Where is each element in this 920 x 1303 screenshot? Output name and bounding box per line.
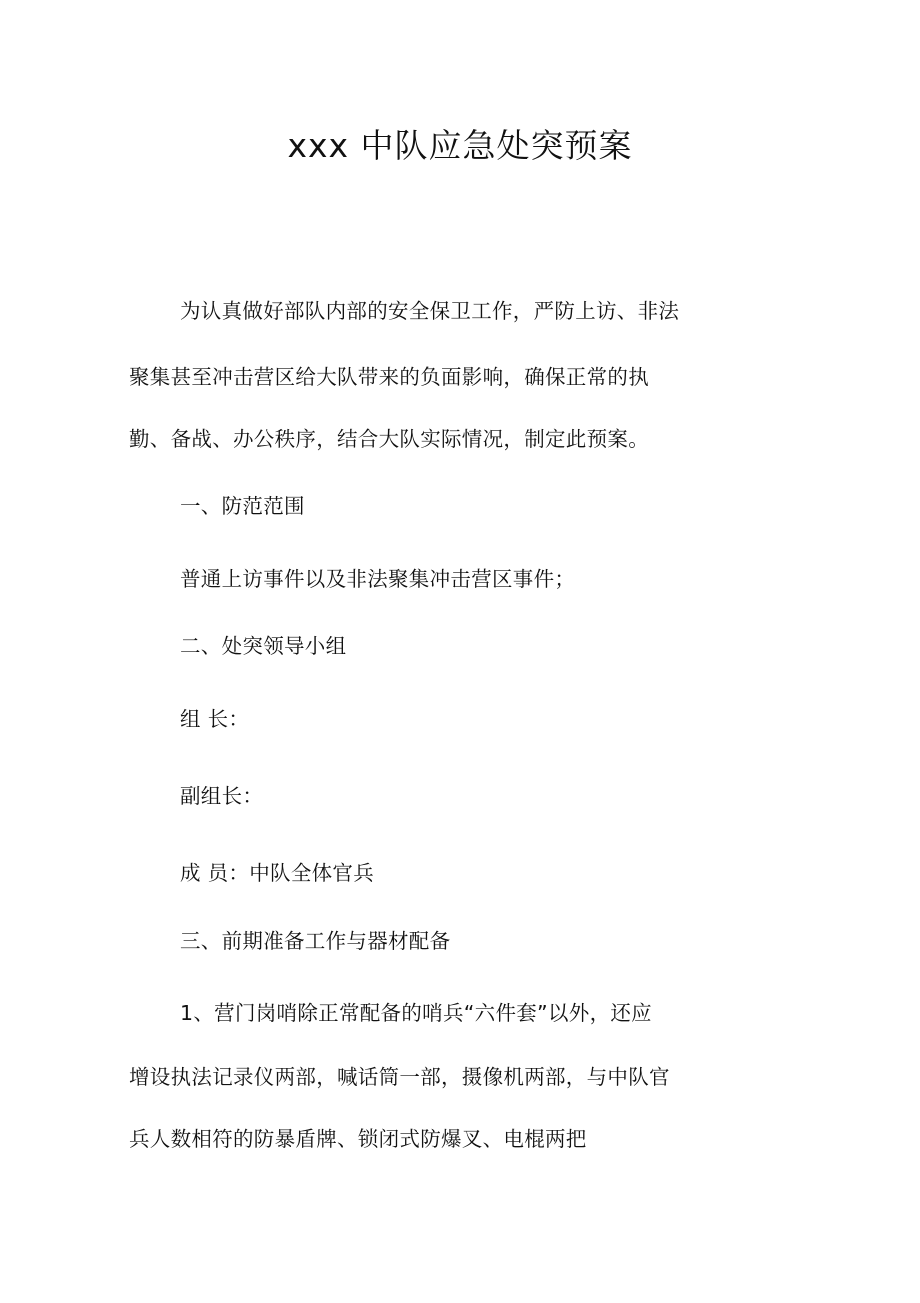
item-1-line-3: 兵人数相符的防暴盾牌、锁闭式防爆叉、电棍两把	[129, 1127, 587, 1151]
section-1-body: 普通上访事件以及非法聚集冲击营区事件；	[180, 567, 576, 591]
document-title: xxx 中队应急处突预案	[287, 126, 633, 165]
leader-line: 组 长：	[180, 707, 250, 731]
item-1-line-1: 1、营门岗哨除正常配备的哨兵“六件套”以外，还应	[180, 1001, 652, 1025]
section-3-heading: 三、前期准备工作与器材配备	[180, 929, 451, 953]
intro-line-1: 为认真做好部队内部的安全保卫工作，严防上访、非法	[180, 299, 680, 323]
intro-line-3: 勤、备战、办公秩序，结合大队实际情况，制定此预案。	[129, 427, 649, 451]
intro-line-2: 聚集甚至冲击营区给大队带来的负面影响，确保正常的执	[129, 365, 649, 389]
section-2-heading: 二、处突领导小组	[180, 634, 347, 658]
deputy-leader-line: 副组长：	[180, 784, 264, 808]
section-1-heading: 一、防范范围	[180, 494, 305, 518]
item-1-line-2: 增设执法记录仪两部，喊话筒一部，摄像机两部，与中队官	[129, 1065, 670, 1089]
members-line: 成 员：中队全体官兵	[180, 861, 375, 885]
